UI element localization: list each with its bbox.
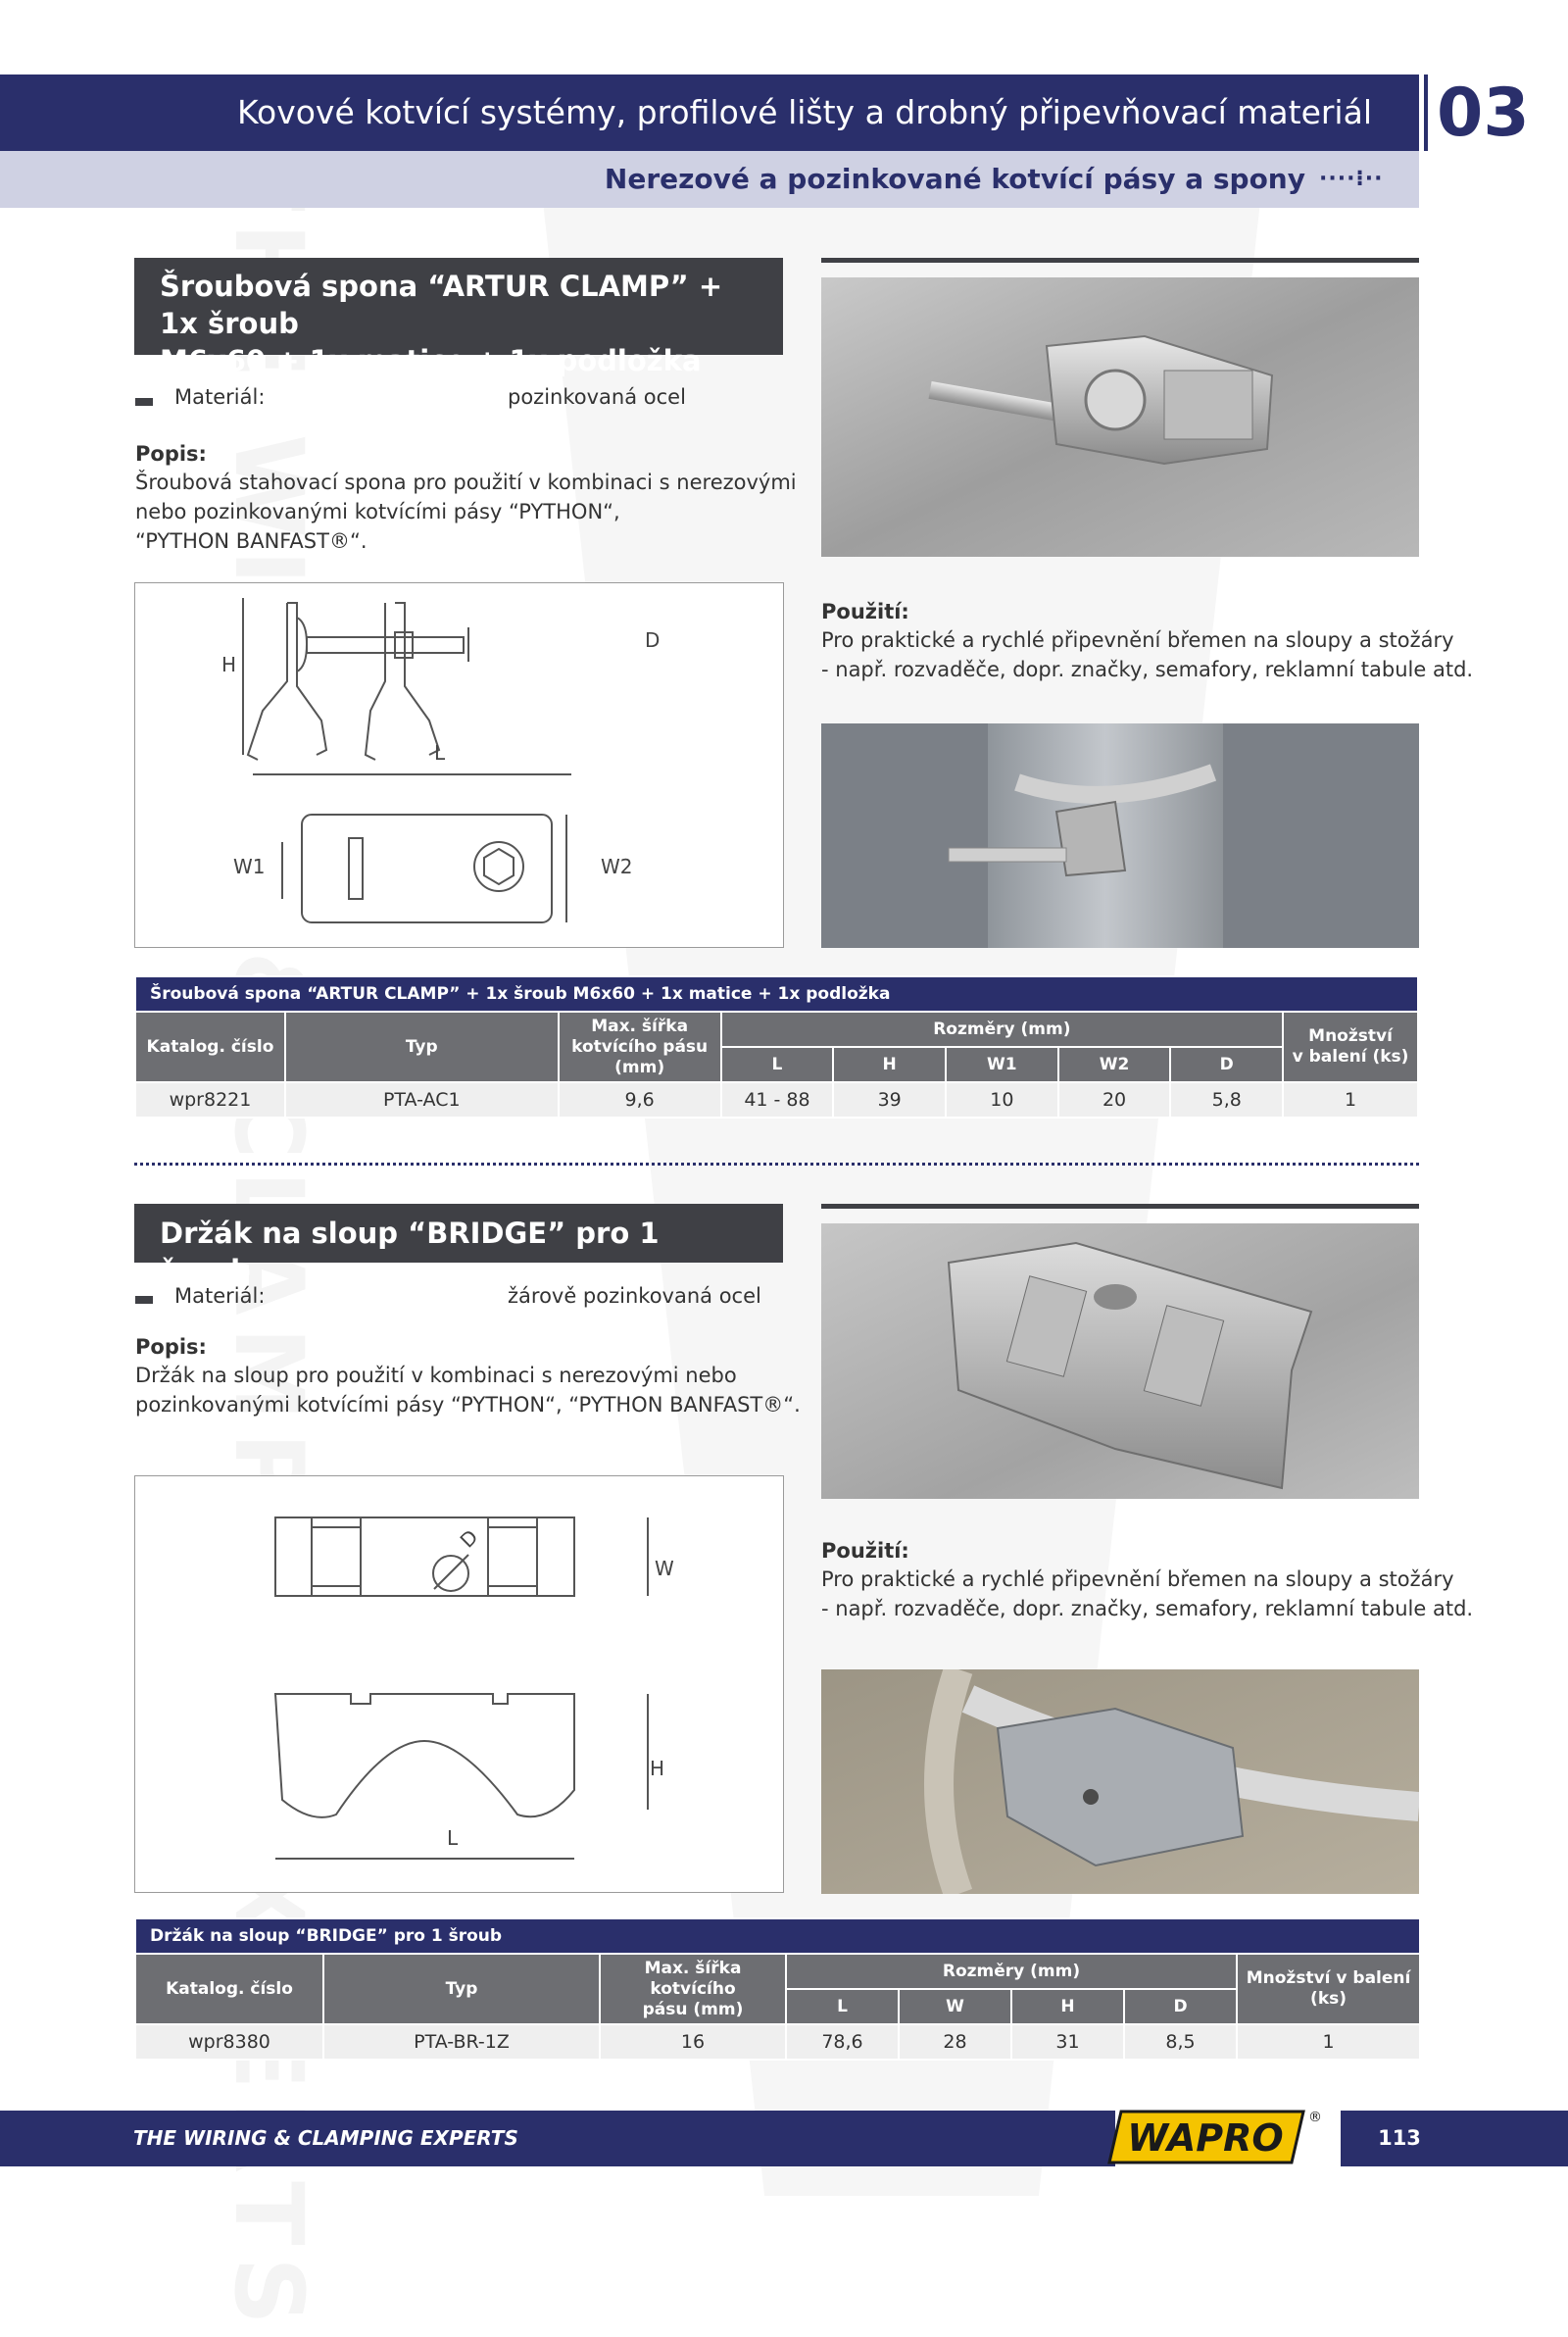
product1-use-line1: Pro praktické a rychlé připevnění břemen na sloupy a stožáry bbox=[821, 628, 1454, 652]
cell-L: 78,6 bbox=[786, 2024, 899, 2060]
col-dim-L: L bbox=[721, 1047, 834, 1082]
product1-desc-line3: “PYTHON BANFAST®“. bbox=[135, 529, 368, 553]
col-max-width-header bbox=[559, 1012, 721, 1082]
col-max-width-line2: kotvícího pásu bbox=[571, 1036, 709, 1057]
product1-material-value: pozinkovaná ocel bbox=[508, 385, 686, 409]
product1-use-label: Použití: bbox=[821, 600, 909, 623]
dim-label-W: W bbox=[655, 1557, 674, 1580]
col-qty-header bbox=[1283, 1012, 1418, 1082]
dim-label-D: D bbox=[645, 628, 661, 652]
product1-photo-mounted bbox=[821, 723, 1419, 948]
product2-material-label: Materiál: bbox=[174, 1284, 266, 1308]
col-dim-L: L bbox=[786, 1989, 899, 2024]
col-dimensions-header: Rozměry (mm) bbox=[721, 1012, 1283, 1047]
col-type-header: Typ bbox=[285, 1012, 559, 1082]
product2-use-label: Použití: bbox=[821, 1539, 909, 1563]
dim-label-H: H bbox=[650, 1757, 665, 1780]
product1-desc-label: Popis: bbox=[135, 442, 207, 466]
product1-material-label: Materiál: bbox=[174, 385, 266, 409]
cell-W2: 20 bbox=[1058, 1082, 1171, 1118]
col-qty-line2: v balení (ks) bbox=[1292, 1047, 1409, 1067]
wapro-logo bbox=[1107, 2102, 1325, 2172]
product2-technical-drawing bbox=[135, 1476, 783, 1892]
cell-catalog: wpr8221 bbox=[135, 1082, 285, 1118]
product2-rule bbox=[821, 1204, 1419, 1209]
product2-spec-table bbox=[134, 1917, 1421, 2061]
col-max-width-line1: Max. šířka bbox=[591, 1016, 689, 1036]
col-max-width-line2: pásu (mm) bbox=[642, 1999, 744, 2019]
cell-qty: 1 bbox=[1283, 1082, 1418, 1118]
footer-tagline: THE WIRING & CLAMPING EXPERTS bbox=[133, 2126, 518, 2150]
table-row bbox=[135, 1082, 1418, 1118]
cell-L: 41 - 88 bbox=[721, 1082, 834, 1118]
col-qty-line1: Množství bbox=[1308, 1026, 1393, 1046]
product1-desc-line2: nebo pozinkovanými kotvícími pásy “PYTHON“, bbox=[135, 500, 620, 523]
product1-spec-table bbox=[134, 975, 1419, 1119]
col-max-width-header bbox=[600, 1954, 786, 2024]
product2-material-value: žárově pozinkovaná ocel bbox=[508, 1284, 761, 1308]
product2-drawing bbox=[134, 1475, 784, 1893]
cell-W1: 10 bbox=[946, 1082, 1058, 1118]
product2-heading: Držák na sloup “BRIDGE” pro 1 šroub bbox=[134, 1204, 783, 1263]
product1-table-title: Šroubová spona “ARTUR CLAMP” + 1x šroub M6x60 + 1x matice + 1x podložka bbox=[135, 976, 1418, 1012]
product1-use-line2: - např. rozvaděče, dopr. značky, semafory, reklamní tabule atd. bbox=[821, 658, 1474, 681]
product1-heading bbox=[134, 258, 783, 377]
col-dim-W: W bbox=[899, 1989, 1011, 2024]
product1-desc-line1: Šroubová stahovací spona pro použití v kombinaci s nerezovými bbox=[135, 471, 797, 494]
product2-photo-mounted bbox=[821, 1669, 1419, 1894]
product1-drawing bbox=[134, 582, 784, 948]
cell-H: 39 bbox=[833, 1082, 946, 1118]
col-max-width-line1: Max. šířka kotvícího bbox=[644, 1958, 742, 1999]
cell-W: 28 bbox=[899, 2024, 1011, 2060]
product1-heading-line1: Šroubová spona “ARTUR CLAMP” + 1x šroub bbox=[160, 270, 723, 340]
dim-label-D: D bbox=[455, 1524, 483, 1553]
product2-table-title: Držák na sloup “BRIDGE” pro 1 šroub bbox=[135, 1918, 1420, 1954]
page-number: 113 bbox=[1378, 2126, 1421, 2150]
material-bullet bbox=[135, 1296, 153, 1304]
product1-heading-line2: M6x60 + 1x matice + 1x podložka bbox=[160, 344, 702, 377]
dim-label-H: H bbox=[221, 653, 237, 676]
cell-D: 8,5 bbox=[1124, 2024, 1237, 2060]
product1-technical-drawing bbox=[135, 583, 783, 947]
col-dim-H: H bbox=[1011, 1989, 1124, 2024]
col-dim-W2: W2 bbox=[1058, 1047, 1171, 1082]
cell-qty: 1 bbox=[1237, 2024, 1420, 2060]
col-max-width-line3: (mm) bbox=[614, 1057, 665, 1077]
product2-desc-line2: pozinkovanými kotvícími pásy “PYTHON“, “PYTHON BANFAST®“. bbox=[135, 1393, 801, 1417]
col-catalog-header: Katalog. číslo bbox=[135, 1012, 285, 1082]
page-subtitle: Nerezové a pozinkované kotvící pásy a spony bbox=[604, 163, 1305, 195]
dim-label-L: L bbox=[447, 1826, 459, 1850]
cell-width: 16 bbox=[600, 2024, 786, 2060]
section-divider bbox=[134, 1163, 1419, 1166]
product1-photo bbox=[821, 277, 1419, 557]
col-qty-line2: (ks) bbox=[1310, 1989, 1348, 2009]
cell-width: 9,6 bbox=[559, 1082, 721, 1118]
chapter-separator bbox=[1424, 75, 1428, 151]
col-dim-D: D bbox=[1170, 1047, 1283, 1082]
cell-type: PTA-AC1 bbox=[285, 1082, 559, 1118]
col-type-header: Typ bbox=[323, 1954, 600, 2024]
chapter-number: 03 bbox=[1437, 75, 1530, 152]
col-catalog-header: Katalog. číslo bbox=[135, 1954, 323, 2024]
logo-registered-mark: ® bbox=[1308, 2110, 1322, 2125]
product2-use-line2: - např. rozvaděče, dopr. značky, semafory, reklamní tabule atd. bbox=[821, 1597, 1474, 1620]
col-dim-H: H bbox=[833, 1047, 946, 1082]
subtitle-glyph: ····⁝·· bbox=[1319, 167, 1384, 191]
page-title: Kovové kotvící systémy, profilové lišty a drobný připevňovací materiál bbox=[237, 93, 1372, 131]
dim-label-L: L bbox=[434, 741, 446, 765]
product2-photo bbox=[821, 1223, 1419, 1499]
product2-use-line1: Pro praktické a rychlé připevnění břemen na sloupy a stožáry bbox=[821, 1567, 1454, 1591]
col-dim-W1: W1 bbox=[946, 1047, 1058, 1082]
col-dim-D: D bbox=[1124, 1989, 1237, 2024]
cell-D: 5,8 bbox=[1170, 1082, 1283, 1118]
logo-text: WAPRO bbox=[1127, 2116, 1284, 2160]
dim-label-W2: W2 bbox=[601, 855, 633, 878]
table-row bbox=[135, 2024, 1420, 2060]
col-qty-line1: Množství v balení bbox=[1246, 1968, 1411, 1988]
material-bullet bbox=[135, 398, 153, 406]
product2-desc-label: Popis: bbox=[135, 1335, 207, 1359]
col-qty-header bbox=[1237, 1954, 1420, 2024]
cell-H: 31 bbox=[1011, 2024, 1124, 2060]
col-dimensions-header: Rozměry (mm) bbox=[786, 1954, 1237, 1989]
product1-rule bbox=[821, 258, 1419, 263]
product2-desc-line1: Držák na sloup pro použití v kombinaci s nerezovými nebo bbox=[135, 1364, 737, 1387]
cell-type: PTA-BR-1Z bbox=[323, 2024, 600, 2060]
dim-label-W1: W1 bbox=[233, 855, 266, 878]
cell-catalog: wpr8380 bbox=[135, 2024, 323, 2060]
